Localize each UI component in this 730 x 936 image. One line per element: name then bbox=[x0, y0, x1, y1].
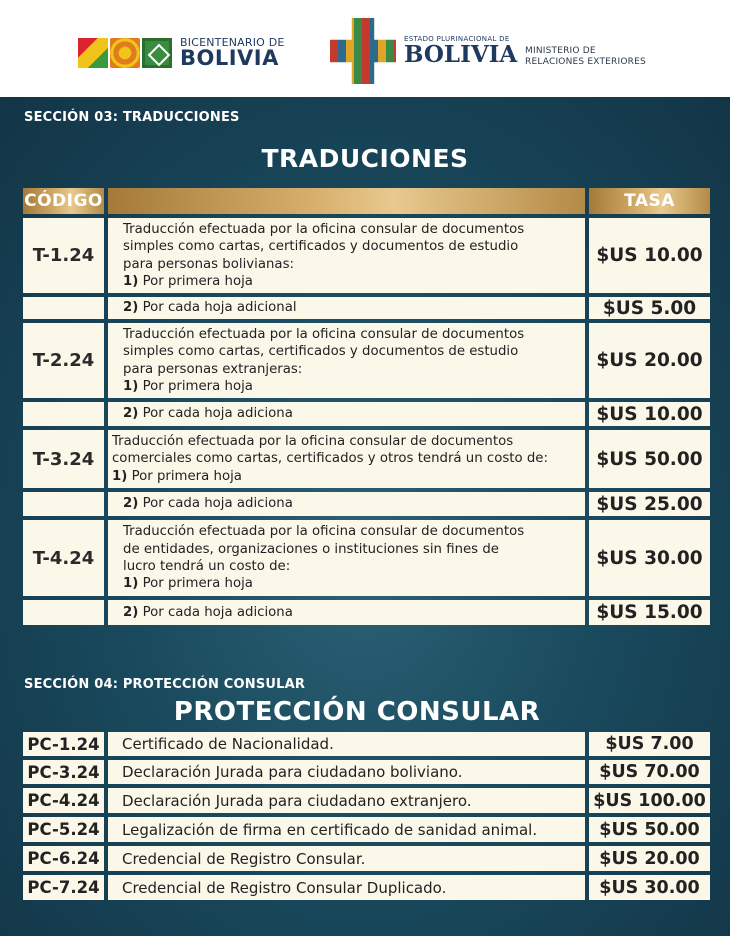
table-row-extra bbox=[108, 402, 585, 426]
table-row-code-empty bbox=[23, 297, 104, 319]
item-text: Por cada hoja adiciona bbox=[138, 406, 293, 422]
item-text: Por primera hoja bbox=[127, 468, 242, 484]
table-row-description bbox=[108, 218, 585, 293]
chakana-emblem-icon bbox=[330, 18, 396, 84]
table-row-fee: $US 20.00 bbox=[589, 323, 710, 398]
bicentenario-logo bbox=[78, 36, 285, 70]
sun-spiral-icon bbox=[110, 38, 140, 68]
section-03-label: SECCIÓN 03: TRADUCCIONES bbox=[24, 110, 240, 125]
section-03-title: TRADUCIONES bbox=[261, 144, 469, 173]
description-line: simples como cartas, certificados y documentos de estudio bbox=[123, 239, 519, 255]
table-row-code: T-1.24 bbox=[23, 218, 104, 293]
flag-pattern-icon bbox=[78, 38, 108, 68]
section-04-label: SECCIÓN 04: PROTECCIÓN CONSULAR bbox=[24, 677, 306, 692]
column-header-code: CÓDIGO bbox=[23, 188, 104, 214]
table-row-extra-fee: $US 10.00 bbox=[589, 402, 710, 426]
page-header bbox=[0, 0, 730, 97]
table-row-code: PC-5.24 bbox=[23, 817, 104, 842]
table-row-fee: $US 70.00 bbox=[589, 760, 710, 784]
table-row-fee: $US 30.00 bbox=[589, 875, 710, 900]
item-text: Por primera hoja bbox=[138, 576, 253, 592]
table-row-extra-fee: $US 5.00 bbox=[589, 297, 710, 319]
table-row-description: Declaración Jurada para ciudadano boliviano. bbox=[108, 760, 585, 784]
table-row-code-empty bbox=[23, 402, 104, 426]
table-row-code: T-4.24 bbox=[23, 520, 104, 596]
table-row-extra bbox=[108, 600, 585, 625]
section-04-title: PROTECCIÓN CONSULAR bbox=[173, 697, 541, 727]
table-row-code: PC-3.24 bbox=[23, 760, 104, 784]
item-text: Por cada hoja adicional bbox=[138, 300, 297, 316]
table-row-code: PC-4.24 bbox=[23, 788, 104, 813]
item-number: 1) bbox=[123, 378, 139, 394]
item-text: Por cada hoja adiciona bbox=[138, 604, 293, 620]
description-line: de entidades, organizaciones o instituciones sin fines de bbox=[123, 541, 499, 557]
table-row-code-empty bbox=[23, 600, 104, 625]
estado-big-text: BOLIVIA bbox=[404, 41, 518, 68]
table-row-fee: $US 20.00 bbox=[589, 846, 710, 871]
table-row-fee: $US 7.00 bbox=[589, 732, 710, 756]
table-row-fee: $US 10.00 bbox=[589, 218, 710, 293]
description-line: para personas bolivianas: bbox=[123, 256, 294, 272]
item-number: 2) bbox=[123, 496, 139, 512]
table-row-description: Legalización de firma en certificado de sanidad animal. bbox=[108, 817, 585, 842]
description-line: para personas extranjeras: bbox=[123, 361, 303, 377]
table-row-description: Declaración Jurada para ciudadano extranjero. bbox=[108, 788, 585, 813]
column-header-fee: TASA bbox=[589, 188, 710, 214]
description-line: comerciales como cartas, certificados y otros tendrá un costo de: bbox=[112, 451, 548, 467]
table-row-extra bbox=[108, 492, 585, 516]
description-line: Traducción efectuada por la oficina consular de documentos bbox=[123, 221, 525, 237]
table-row-code: PC-1.24 bbox=[23, 732, 104, 756]
table-row-fee: $US 50.00 bbox=[589, 817, 710, 842]
table-row-code: T-3.24 bbox=[23, 430, 104, 488]
item-text: Por cada hoja adiciona bbox=[138, 496, 293, 512]
item-number: 2) bbox=[123, 406, 139, 422]
table-row-description: Credencial de Registro Consular Duplicado. bbox=[108, 875, 585, 900]
ministerio-label bbox=[525, 46, 646, 69]
description-line: lucro tendrá un costo de: bbox=[123, 559, 291, 574]
description-line: Traducción efectuada por la oficina consular de documentos bbox=[123, 524, 525, 540]
item-text: Por primera hoja bbox=[138, 378, 253, 394]
estado-plurinacional-logo bbox=[330, 18, 517, 84]
table-row-description bbox=[108, 323, 585, 398]
bicentenario-big-text: BOLIVIA bbox=[180, 46, 279, 70]
table-row-code: PC-7.24 bbox=[23, 875, 104, 900]
item-number: 2) bbox=[123, 300, 139, 316]
table-row-code-empty bbox=[23, 492, 104, 516]
table-row-description: Certificado de Nacionalidad. bbox=[108, 732, 585, 756]
table-row-extra bbox=[108, 297, 585, 319]
description-line: Traducción efectuada por la oficina consular de documentos bbox=[112, 434, 514, 450]
ministerio-line-2: RELACIONES EXTERIORES bbox=[525, 57, 646, 68]
table-row-description bbox=[108, 430, 585, 488]
bicentenario-small-text: BICENTENARIO DE bbox=[180, 36, 285, 49]
item-number: 2) bbox=[123, 604, 139, 620]
description-line: Traducción efectuada por la oficina consular de documentos bbox=[123, 326, 525, 342]
chakana-icon bbox=[142, 38, 172, 68]
table-row-fee: $US 100.00 bbox=[589, 788, 710, 813]
table-row-code: PC-6.24 bbox=[23, 846, 104, 871]
item-number: 1) bbox=[123, 576, 139, 592]
table-row-extra-fee: $US 25.00 bbox=[589, 492, 710, 516]
column-header-description bbox=[108, 188, 585, 214]
item-number: 1) bbox=[123, 273, 139, 289]
estado-small-text: ESTADO PLURINACIONAL DE bbox=[404, 35, 510, 43]
table-row-fee: $US 30.00 bbox=[589, 520, 710, 596]
ministerio-line-1: MINISTERIO DE bbox=[525, 46, 596, 56]
table-row-fee: $US 50.00 bbox=[589, 430, 710, 488]
table-row-code: T-2.24 bbox=[23, 323, 104, 398]
item-text: Por primera hoja bbox=[138, 273, 253, 289]
table-row-extra-fee: $US 15.00 bbox=[589, 600, 710, 625]
item-number: 1) bbox=[112, 468, 128, 484]
table-row-description: Credencial de Registro Consular. bbox=[108, 846, 585, 871]
description-line: simples como cartas, certificados y documentos de estudio bbox=[123, 344, 519, 360]
table-row-description bbox=[108, 520, 585, 596]
